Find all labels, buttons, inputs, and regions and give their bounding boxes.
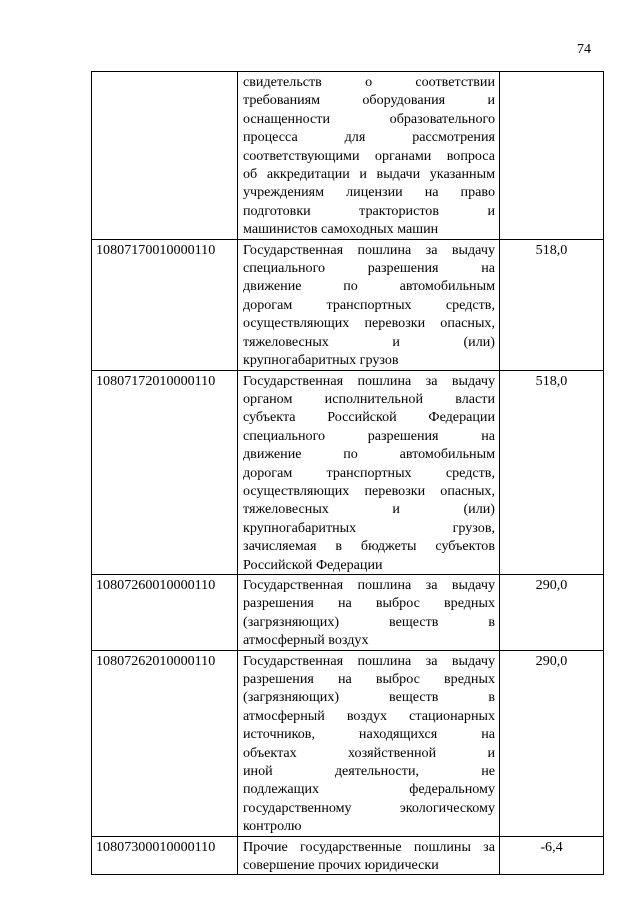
page-number: 74 (577, 42, 591, 57)
revenue-description-cell (238, 370, 500, 574)
description-line: Государственная пошлина за выдачу (243, 576, 495, 593)
description-line: разрешения на выброс вредных (243, 595, 495, 612)
table-row (92, 836, 604, 875)
table-row (92, 370, 604, 574)
amount-cell: 518,0 (500, 239, 604, 370)
amount-cell: 518,0 (500, 370, 604, 574)
table-row (92, 72, 604, 240)
description-line: Российской Федерации (243, 556, 383, 573)
revenue-code-cell: 10807260010000110 (92, 574, 238, 650)
description-line: Государственная пошлина за выдачу (243, 372, 495, 389)
revenue-code-cell: 10807172010000110 (92, 370, 238, 574)
revenue-code-cell (92, 72, 238, 240)
description-line: тяжеловесных и (или) (243, 501, 495, 518)
description-line: осуществляющих перевозки опасных, (243, 315, 495, 332)
description-line: подлежащих федеральному (243, 781, 495, 798)
description-line: учреждениям лицензии на право (243, 184, 495, 201)
description-line: дорогам транспортных средств, (243, 464, 495, 481)
description-line: движение по автомобильным (243, 278, 495, 295)
description-line: государственному экологическому (243, 799, 495, 816)
description-line: совершение прочих юридически (243, 857, 439, 874)
description-line: органом исполнительной власти (243, 390, 495, 407)
description-line: атмосферный воздух (243, 632, 369, 649)
table-row (92, 650, 604, 836)
revenue-code-cell: 10807262010000110 (92, 650, 238, 836)
description-line: разрешения на выброс вредных (243, 671, 495, 687)
revenue-code-cell: 10807170010000110 (92, 239, 238, 370)
amount-cell: 290,0 (500, 574, 604, 650)
revenue-description-cell (238, 650, 500, 836)
revenue-description-cell (238, 574, 500, 650)
description-line: Прочие государственные пошлины за (243, 838, 495, 855)
description-line: дорогам транспортных средств, (243, 296, 495, 313)
description-line: зачисляемая в бюджеты субъектов (243, 538, 495, 555)
description-line: машинистов самоходных машин (243, 221, 439, 238)
amount-cell (500, 72, 604, 240)
revenue-code-cell: 10807300010000110 (92, 836, 238, 875)
table-body (92, 72, 604, 875)
description-line: иной деятельности, не (243, 763, 495, 780)
description-line: об аккредитации и выдачи указанным (243, 166, 495, 183)
revenue-description-cell (238, 72, 500, 240)
revenue-description-cell (238, 836, 500, 875)
description-line: атмосферный воздух стационарных (243, 707, 495, 724)
description-line: процесса для рассмотрения (243, 129, 495, 146)
table-row (92, 574, 604, 650)
budget-revenue-table (91, 71, 604, 875)
description-line: движение по автомобильным (243, 446, 495, 463)
description-line: (загрязняющих) веществ в (243, 689, 495, 706)
description-line: крупногабаритных грузов, (243, 519, 495, 536)
description-line: специального разрешения на (243, 427, 495, 444)
amount-cell: -6,4 (500, 836, 604, 875)
description-line: осуществляющих перевозки опасных, (243, 482, 495, 499)
description-line: подготовки трактористов и (243, 202, 495, 219)
description-line: тяжеловесных и (или) (243, 333, 495, 350)
description-line: требованиям оборудования и (243, 92, 495, 109)
amount-cell: 290,0 (500, 650, 604, 836)
description-line: оснащенности образовательного (243, 110, 495, 127)
description-line: источников, находящихся на (243, 726, 495, 743)
description-line: (загрязняющих) веществ в (243, 613, 495, 630)
description-line: объектах хозяйственной и (243, 744, 495, 761)
description-line: Государственная пошлина за выдачу (243, 652, 495, 669)
table-row (92, 239, 604, 370)
description-line: специального разрешения на (243, 260, 495, 277)
description-line: Государственная пошлина за выдачу (243, 241, 495, 258)
revenue-description-cell (238, 239, 500, 370)
description-line: контролю (243, 818, 302, 835)
description-line: соответствующими органами вопроса (243, 147, 495, 164)
description-line: крупногабаритных грузов (243, 352, 399, 369)
description-line: субъекта Российской Федерации (243, 409, 495, 426)
description-line: свидетельств о соответствии (243, 74, 495, 90)
